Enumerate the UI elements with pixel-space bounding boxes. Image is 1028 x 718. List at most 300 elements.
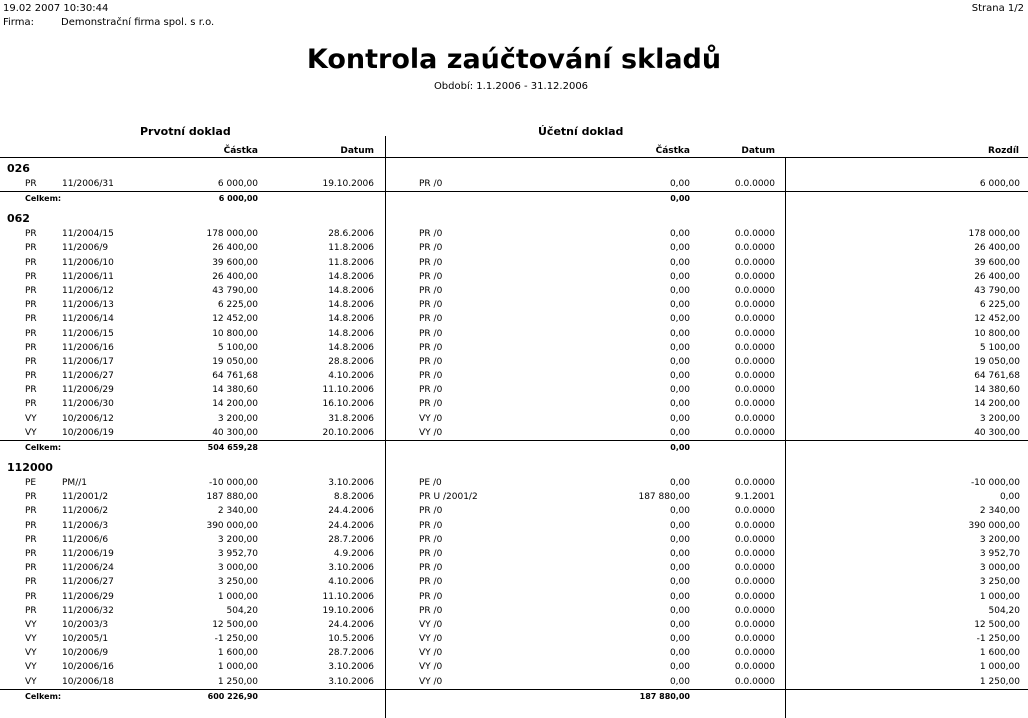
total-amount: 600 226,90 bbox=[207, 691, 258, 701]
accounting-amount: 0,00 bbox=[669, 648, 690, 659]
difference: -10 000,00 bbox=[970, 478, 1020, 488]
doc-type: PR bbox=[25, 356, 37, 367]
accounting-doc: PR U /2001/2 bbox=[419, 492, 478, 503]
doc-type: VY bbox=[25, 619, 37, 630]
accounting-amount: 0,00 bbox=[669, 314, 690, 325]
doc-type: PR bbox=[25, 328, 37, 339]
column-amount: Částka bbox=[223, 146, 258, 156]
difference: 2 340,00 bbox=[979, 506, 1020, 517]
difference: 504,20 bbox=[988, 605, 1020, 616]
group-code: 112000 bbox=[7, 461, 53, 474]
accounting-date: 0.0.0000 bbox=[734, 548, 775, 559]
accounting-date: 0.0.0000 bbox=[734, 300, 775, 311]
doc-type: PR bbox=[25, 577, 37, 588]
print-datetime: 19.02 2007 10:30:44 bbox=[3, 3, 109, 14]
doc-number: 11/2006/30 bbox=[62, 399, 114, 410]
total-label: Celkem: bbox=[25, 443, 62, 452]
difference: 1 250,00 bbox=[979, 676, 1020, 687]
date: 3.10.2006 bbox=[328, 676, 374, 687]
doc-number: 11/2006/3 bbox=[62, 520, 109, 531]
table-row bbox=[0, 660, 1028, 674]
accounting-doc: PR /0 bbox=[419, 285, 443, 296]
difference: 39 600,00 bbox=[974, 257, 1020, 268]
difference: 12 452,00 bbox=[974, 314, 1020, 325]
accounting-amount: 0,00 bbox=[669, 591, 690, 602]
table-row bbox=[0, 369, 1028, 383]
date: 16.10.2006 bbox=[322, 399, 374, 410]
accounting-date: 0.0.0000 bbox=[734, 385, 775, 396]
group-total-row bbox=[0, 191, 1028, 208]
date: 31.8.2006 bbox=[328, 413, 374, 424]
date: 28.7.2006 bbox=[328, 534, 374, 545]
amount: -10 000,00 bbox=[208, 478, 258, 488]
total-accounting-amount: 0,00 bbox=[670, 194, 690, 204]
accounting-doc: PR /0 bbox=[419, 257, 443, 268]
doc-type: PR bbox=[25, 399, 37, 410]
accounting-doc: PR /0 bbox=[419, 520, 443, 531]
date: 11.8.2006 bbox=[328, 257, 374, 268]
accounting-date: 0.0.0000 bbox=[734, 634, 775, 645]
doc-type: PR bbox=[25, 243, 37, 254]
report-title: Kontrola zaúčtování skladů bbox=[306, 44, 722, 75]
date: 14.8.2006 bbox=[328, 314, 374, 325]
difference: 6 000,00 bbox=[979, 179, 1020, 189]
difference: 12 500,00 bbox=[974, 619, 1020, 630]
difference: 3 200,00 bbox=[979, 413, 1020, 424]
date: 14.8.2006 bbox=[328, 285, 374, 296]
doc-type: VY bbox=[25, 676, 37, 687]
table-row bbox=[0, 476, 1028, 490]
date: 14.8.2006 bbox=[328, 271, 374, 282]
column-date: Datum bbox=[340, 146, 374, 156]
doc-type: PR bbox=[25, 492, 37, 503]
accounting-amount: 0,00 bbox=[669, 676, 690, 687]
accounting-doc: PR /0 bbox=[419, 314, 443, 325]
difference: 6 225,00 bbox=[979, 300, 1020, 311]
difference: 40 300,00 bbox=[974, 427, 1020, 438]
amount: 3 000,00 bbox=[217, 563, 258, 574]
table-row bbox=[0, 177, 1028, 191]
doc-type: VY bbox=[25, 413, 37, 424]
table-row bbox=[0, 533, 1028, 547]
doc-type: VY bbox=[25, 648, 37, 659]
doc-type: PR bbox=[25, 179, 37, 189]
table-row bbox=[0, 426, 1028, 440]
amount: -1 250,00 bbox=[214, 634, 258, 645]
accounting-date: 0.0.0000 bbox=[734, 399, 775, 410]
amount: 187 880,00 bbox=[206, 492, 258, 503]
accounting-doc: VY /0 bbox=[419, 662, 443, 673]
accounting-date: 0.0.0000 bbox=[734, 356, 775, 367]
difference: 26 400,00 bbox=[974, 271, 1020, 282]
amount: 504,20 bbox=[226, 605, 258, 616]
accounting-date: 0.0.0000 bbox=[734, 271, 775, 282]
doc-number: 10/2005/1 bbox=[62, 634, 109, 645]
accounting-amount: 0,00 bbox=[669, 371, 690, 382]
date: 28.6.2006 bbox=[328, 229, 374, 240]
amount: 43 790,00 bbox=[212, 285, 258, 296]
table-row bbox=[0, 504, 1028, 518]
doc-type: PR bbox=[25, 271, 37, 282]
doc-type: PR bbox=[25, 520, 37, 531]
section-accounting-document: Účetní doklad bbox=[538, 125, 624, 138]
accounting-amount: 0,00 bbox=[669, 478, 690, 488]
amount: 1 000,00 bbox=[217, 662, 258, 673]
doc-type: VY bbox=[25, 427, 37, 438]
difference: 390 000,00 bbox=[968, 520, 1020, 531]
doc-number: 11/2006/19 bbox=[62, 548, 114, 559]
amount: 178 000,00 bbox=[206, 229, 258, 240]
table-row bbox=[0, 632, 1028, 646]
table-row bbox=[0, 412, 1028, 426]
doc-number: 10/2006/12 bbox=[62, 413, 114, 424]
accounting-amount: 0,00 bbox=[669, 300, 690, 311]
report-period: Období: 1.1.2006 - 31.12.2006 bbox=[433, 81, 589, 92]
date: 19.10.2006 bbox=[322, 605, 374, 616]
difference: 178 000,00 bbox=[968, 229, 1020, 240]
group-total-row bbox=[0, 440, 1028, 457]
doc-number: 11/2006/12 bbox=[62, 285, 114, 296]
date: 3.10.2006 bbox=[328, 662, 374, 673]
report-table bbox=[0, 158, 1028, 706]
accounting-doc: PR /0 bbox=[419, 385, 443, 396]
table-row bbox=[0, 547, 1028, 561]
doc-number: 10/2003/3 bbox=[62, 619, 109, 630]
difference: 14 380,60 bbox=[974, 385, 1020, 396]
accounting-doc: PE /0 bbox=[419, 478, 442, 488]
date: 11.8.2006 bbox=[328, 243, 374, 254]
difference: 26 400,00 bbox=[974, 243, 1020, 254]
doc-type: PR bbox=[25, 300, 37, 311]
accounting-doc: VY /0 bbox=[419, 619, 443, 630]
group-code: 026 bbox=[7, 162, 30, 175]
table-row bbox=[0, 256, 1028, 270]
accounting-date: 0.0.0000 bbox=[734, 478, 775, 488]
table-row bbox=[0, 312, 1028, 326]
amount: 1 250,00 bbox=[217, 676, 258, 687]
accounting-doc: PR /0 bbox=[419, 591, 443, 602]
doc-type: PR bbox=[25, 257, 37, 268]
amount: 39 600,00 bbox=[212, 257, 258, 268]
amount: 5 100,00 bbox=[217, 342, 258, 353]
doc-number: 10/2006/9 bbox=[62, 648, 109, 659]
accounting-amount: 0,00 bbox=[669, 520, 690, 531]
accounting-doc: VY /0 bbox=[419, 648, 443, 659]
accounting-date: 0.0.0000 bbox=[734, 285, 775, 296]
doc-type: PR bbox=[25, 314, 37, 325]
doc-number: 11/2006/11 bbox=[62, 271, 114, 282]
doc-number: 11/2006/16 bbox=[62, 342, 114, 353]
accounting-doc: PR /0 bbox=[419, 243, 443, 254]
date: 4.10.2006 bbox=[328, 577, 374, 588]
doc-number: 11/2006/2 bbox=[62, 506, 109, 517]
accounting-doc: PR /0 bbox=[419, 577, 443, 588]
total-amount: 6 000,00 bbox=[218, 194, 258, 204]
group-total-row bbox=[0, 689, 1028, 706]
date: 11.10.2006 bbox=[322, 591, 374, 602]
amount: 14 380,60 bbox=[212, 385, 258, 396]
amount: 26 400,00 bbox=[212, 271, 258, 282]
accounting-amount: 0,00 bbox=[669, 328, 690, 339]
amount: 19 050,00 bbox=[212, 356, 258, 367]
date: 19.10.2006 bbox=[322, 179, 374, 189]
accounting-date: 0.0.0000 bbox=[734, 676, 775, 687]
date: 14.8.2006 bbox=[328, 328, 374, 339]
accounting-amount: 0,00 bbox=[669, 179, 690, 189]
doc-number: 11/2006/32 bbox=[62, 605, 114, 616]
amount: 12 452,00 bbox=[212, 314, 258, 325]
table-row bbox=[0, 575, 1028, 589]
difference: 10 800,00 bbox=[974, 328, 1020, 339]
amount: 390 000,00 bbox=[206, 520, 258, 531]
doc-type: PR bbox=[25, 534, 37, 545]
difference: -1 250,00 bbox=[976, 634, 1020, 645]
amount: 6 000,00 bbox=[217, 179, 258, 189]
accounting-date: 0.0.0000 bbox=[734, 413, 775, 424]
table-row bbox=[0, 284, 1028, 298]
total-accounting-amount: 0,00 bbox=[670, 443, 690, 452]
accounting-amount: 0,00 bbox=[669, 577, 690, 588]
table-row bbox=[0, 519, 1028, 533]
accounting-date: 0.0.0000 bbox=[734, 243, 775, 254]
doc-number: 11/2006/14 bbox=[62, 314, 114, 325]
date: 24.4.2006 bbox=[328, 506, 374, 517]
accounting-doc: PR /0 bbox=[419, 229, 443, 240]
table-row bbox=[0, 241, 1028, 255]
date: 4.9.2006 bbox=[333, 548, 374, 559]
date: 20.10.2006 bbox=[322, 427, 374, 438]
accounting-date: 0.0.0000 bbox=[734, 648, 775, 659]
accounting-doc: PR /0 bbox=[419, 563, 443, 574]
date: 14.8.2006 bbox=[328, 342, 374, 353]
accounting-doc: VY /0 bbox=[419, 413, 443, 424]
accounting-amount: 0,00 bbox=[669, 385, 690, 396]
amount: 10 800,00 bbox=[212, 328, 258, 339]
group-header bbox=[0, 457, 1028, 476]
accounting-doc: PR /0 bbox=[419, 371, 443, 382]
doc-number: 11/2006/29 bbox=[62, 591, 114, 602]
doc-number: 11/2006/17 bbox=[62, 356, 114, 367]
accounting-amount: 0,00 bbox=[669, 634, 690, 645]
total-label: Celkem: bbox=[25, 691, 62, 701]
accounting-amount: 0,00 bbox=[669, 229, 690, 240]
doc-number: 10/2006/16 bbox=[62, 662, 114, 673]
accounting-doc: PR /0 bbox=[419, 300, 443, 311]
doc-number: 10/2006/19 bbox=[62, 427, 114, 438]
accounting-date: 0.0.0000 bbox=[734, 605, 775, 616]
accounting-date: 0.0.0000 bbox=[734, 314, 775, 325]
doc-type: VY bbox=[25, 634, 37, 645]
amount: 12 500,00 bbox=[212, 619, 258, 630]
amount: 3 200,00 bbox=[217, 534, 258, 545]
accounting-amount: 0,00 bbox=[669, 548, 690, 559]
accounting-date: 0.0.0000 bbox=[734, 342, 775, 353]
doc-number: 11/2006/6 bbox=[62, 534, 109, 545]
difference: 1 000,00 bbox=[979, 662, 1020, 673]
accounting-date: 0.0.0000 bbox=[734, 328, 775, 339]
group-code: 062 bbox=[7, 212, 30, 226]
column-amount-accounting: Částka bbox=[655, 146, 690, 156]
date: 28.8.2006 bbox=[328, 356, 374, 367]
accounting-date: 0.0.0000 bbox=[734, 563, 775, 574]
accounting-doc: VY /0 bbox=[419, 676, 443, 687]
difference: 3 200,00 bbox=[979, 534, 1020, 545]
accounting-amount: 0,00 bbox=[669, 506, 690, 517]
difference: 5 100,00 bbox=[979, 342, 1020, 353]
accounting-amount: 0,00 bbox=[669, 619, 690, 630]
doc-type: PR bbox=[25, 285, 37, 296]
date: 14.8.2006 bbox=[328, 300, 374, 311]
accounting-date: 0.0.0000 bbox=[734, 257, 775, 268]
firm-name: Demonstrační firma spol. s r.o. bbox=[61, 17, 215, 28]
date: 24.4.2006 bbox=[328, 520, 374, 531]
amount: 3 200,00 bbox=[217, 413, 258, 424]
date: 4.10.2006 bbox=[328, 371, 374, 382]
doc-type: PR bbox=[25, 342, 37, 353]
table-row bbox=[0, 227, 1028, 241]
doc-type: PR bbox=[25, 385, 37, 396]
amount: 1 000,00 bbox=[217, 591, 258, 602]
amount: 3 952,70 bbox=[217, 548, 258, 559]
group-header bbox=[0, 158, 1028, 177]
amount: 6 225,00 bbox=[217, 300, 258, 311]
table-row bbox=[0, 604, 1028, 618]
total-label: Celkem: bbox=[25, 194, 62, 204]
doc-number: 11/2006/15 bbox=[62, 328, 114, 339]
accounting-amount: 0,00 bbox=[669, 257, 690, 268]
column-date-accounting: Datum bbox=[741, 146, 775, 156]
difference: 3 000,00 bbox=[979, 563, 1020, 574]
accounting-doc: PR /0 bbox=[419, 328, 443, 339]
difference: 3 250,00 bbox=[979, 577, 1020, 588]
amount: 1 600,00 bbox=[217, 648, 258, 659]
doc-number: 11/2006/24 bbox=[62, 563, 114, 574]
doc-number: 11/2006/27 bbox=[62, 371, 114, 382]
accounting-date: 0.0.0000 bbox=[734, 619, 775, 630]
date: 24.4.2006 bbox=[328, 619, 374, 630]
accounting-date: 0.0.0000 bbox=[734, 662, 775, 673]
doc-number: 11/2006/9 bbox=[62, 243, 109, 254]
table-row bbox=[0, 646, 1028, 660]
difference: 43 790,00 bbox=[974, 285, 1020, 296]
table-row bbox=[0, 341, 1028, 355]
table-row bbox=[0, 397, 1028, 411]
amount: 40 300,00 bbox=[212, 427, 258, 438]
doc-number: 10/2006/18 bbox=[62, 676, 114, 687]
amount: 14 200,00 bbox=[212, 399, 258, 410]
doc-type: PR bbox=[25, 563, 37, 574]
table-row bbox=[0, 590, 1028, 604]
date: 11.10.2006 bbox=[322, 385, 374, 396]
doc-type: PR bbox=[25, 229, 37, 240]
accounting-date: 0.0.0000 bbox=[734, 506, 775, 517]
doc-type: PE bbox=[25, 478, 37, 488]
amount: 2 340,00 bbox=[217, 506, 258, 517]
doc-type: PR bbox=[25, 605, 37, 616]
difference: 1 600,00 bbox=[979, 648, 1020, 659]
doc-type: PR bbox=[25, 591, 37, 602]
section-primary-document: Prvotní doklad bbox=[140, 125, 231, 138]
date: 3.10.2006 bbox=[328, 478, 374, 488]
table-row bbox=[0, 383, 1028, 397]
doc-type: PR bbox=[25, 548, 37, 559]
doc-number: 11/2006/10 bbox=[62, 257, 114, 268]
accounting-date: 0.0.0000 bbox=[734, 371, 775, 382]
accounting-amount: 0,00 bbox=[669, 285, 690, 296]
accounting-amount: 0,00 bbox=[669, 413, 690, 424]
doc-number: 11/2006/13 bbox=[62, 300, 114, 311]
amount: 64 761,68 bbox=[212, 371, 258, 382]
table-row bbox=[0, 490, 1028, 504]
accounting-amount: 0,00 bbox=[669, 356, 690, 367]
accounting-amount: 0,00 bbox=[669, 243, 690, 254]
difference: 0,00 bbox=[999, 492, 1020, 503]
amount: 26 400,00 bbox=[212, 243, 258, 254]
accounting-amount: 0,00 bbox=[669, 427, 690, 438]
accounting-date: 0.0.0000 bbox=[734, 427, 775, 438]
accounting-doc: VY /0 bbox=[419, 634, 443, 645]
amount: 3 250,00 bbox=[217, 577, 258, 588]
total-accounting-amount: 187 880,00 bbox=[639, 691, 690, 701]
accounting-amount: 0,00 bbox=[669, 271, 690, 282]
accounting-doc: PR /0 bbox=[419, 356, 443, 367]
date: 3.10.2006 bbox=[328, 563, 374, 574]
accounting-amount: 0,00 bbox=[669, 605, 690, 616]
accounting-doc: PR /0 bbox=[419, 534, 443, 545]
table-row bbox=[0, 327, 1028, 341]
difference: 1 000,00 bbox=[979, 591, 1020, 602]
accounting-amount: 0,00 bbox=[669, 563, 690, 574]
accounting-doc: PR /0 bbox=[419, 342, 443, 353]
accounting-amount: 0,00 bbox=[669, 399, 690, 410]
accounting-amount: 187 880,00 bbox=[638, 492, 690, 503]
doc-number: 11/2001/2 bbox=[62, 492, 109, 503]
accounting-amount: 0,00 bbox=[669, 534, 690, 545]
doc-type: PR bbox=[25, 371, 37, 382]
accounting-doc: PR /0 bbox=[419, 179, 443, 189]
doc-number: PM//1 bbox=[62, 478, 87, 488]
accounting-date: 0.0.0000 bbox=[734, 577, 775, 588]
firm-label: Firma: bbox=[3, 17, 34, 28]
accounting-doc: VY /0 bbox=[419, 427, 443, 438]
column-difference: Rozdíl bbox=[988, 146, 1019, 156]
accounting-date: 0.0.0000 bbox=[734, 520, 775, 531]
doc-type: PR bbox=[25, 506, 37, 517]
accounting-doc: PR /0 bbox=[419, 605, 443, 616]
date: 8.8.2006 bbox=[333, 492, 374, 503]
accounting-date: 0.0.0000 bbox=[734, 229, 775, 240]
accounting-amount: 0,00 bbox=[669, 342, 690, 353]
doc-number: 11/2006/29 bbox=[62, 385, 114, 396]
accounting-doc: PR /0 bbox=[419, 548, 443, 559]
table-row bbox=[0, 298, 1028, 312]
accounting-date: 0.0.0000 bbox=[734, 591, 775, 602]
accounting-doc: PR /0 bbox=[419, 271, 443, 282]
difference: 14 200,00 bbox=[974, 399, 1020, 410]
accounting-amount: 0,00 bbox=[669, 662, 690, 673]
table-row bbox=[0, 618, 1028, 632]
total-amount: 504 659,28 bbox=[207, 443, 258, 452]
doc-number: 11/2006/27 bbox=[62, 577, 114, 588]
doc-type: VY bbox=[25, 662, 37, 673]
table-row bbox=[0, 270, 1028, 284]
accounting-doc: PR /0 bbox=[419, 506, 443, 517]
accounting-date: 0.0.0000 bbox=[734, 179, 775, 189]
group-header bbox=[0, 208, 1028, 227]
table-row bbox=[0, 561, 1028, 575]
accounting-doc: PR /0 bbox=[419, 399, 443, 410]
doc-number: 11/2006/31 bbox=[62, 179, 114, 189]
